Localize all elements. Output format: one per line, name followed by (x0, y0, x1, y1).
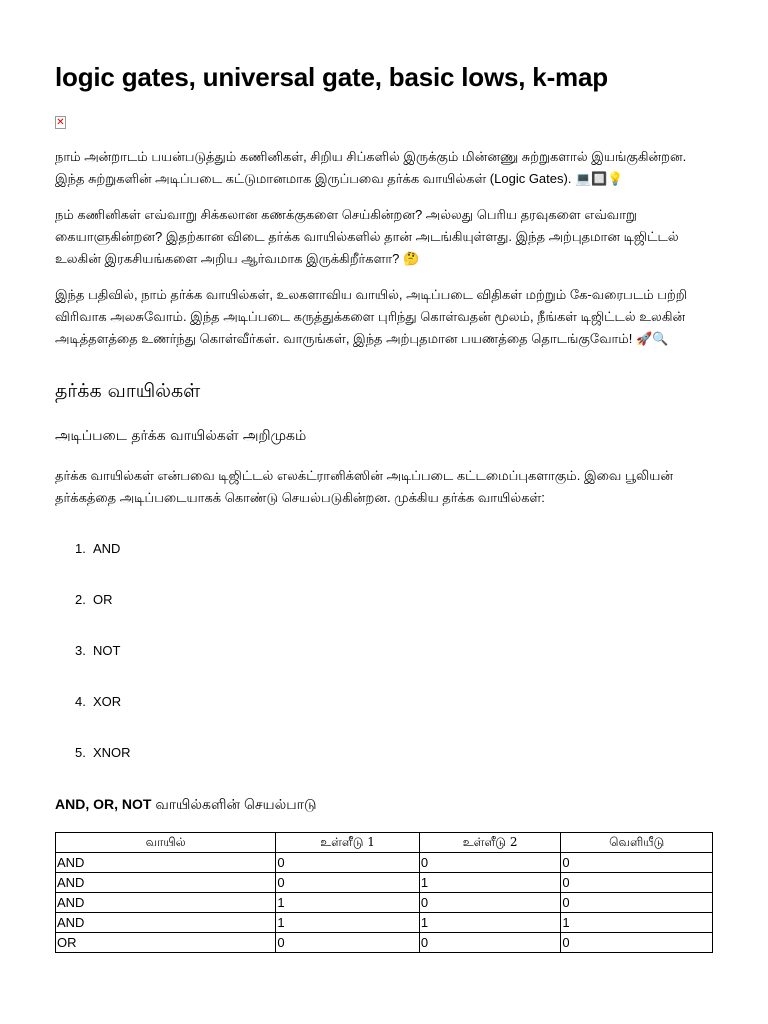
table-cell: AND (56, 853, 276, 873)
broken-image-icon: ✕ (56, 116, 65, 128)
intro-paragraph-3: இந்த பதிவில், நாம் தர்க்க வாயில்கள், உலகளாவிய வாயில், அடிப்படை விதிகள் மற்றும் கே-வரைபடம் பற்றி விரிவாக அலசுவோம். இந்த அடிப்படை கருத்துக்களை புரிந்து கொள்வதன் மூலம், நீங்கள் டிஜிட்டல் உலகின் அடித்தளத்தை உணர்ந்து கொள்வீர்கள். வாருங்கள், இந்த அற்புதமான பயணத்தை தொடங்குவோம்! 🚀🔍 (55, 287, 687, 346)
table-header-cell: உள்ளீடு 1 (276, 833, 420, 853)
list-number: 3. (75, 643, 86, 658)
table-cell: AND (56, 893, 276, 913)
gate-list (55, 538, 131, 793)
list-number: 2. (75, 592, 86, 607)
table-header-row (56, 833, 713, 853)
table-cell: 1 (276, 893, 420, 913)
table-cell: 0 (419, 893, 561, 913)
table-row (56, 853, 713, 873)
table-cell: AND (56, 873, 276, 893)
table-cell: OR (56, 933, 276, 953)
intro-paragraph-1: நாம் அன்றாடம் பயன்படுத்தும் கணினிகள், சிறிய சிப்களில் இருக்கும் மின்னணு சுற்றுகளால் இயங்குகின்றன. இந்த சுற்றுகளின் அடிப்படை கட்டுமானமாக இருப்பவை தர்க்க வாயில்கள் (Logic Gates). 💻🔲💡 (55, 149, 687, 186)
list-item (55, 742, 131, 793)
table-cell: 1 (561, 913, 713, 933)
table-heading-rest: வாயில்களின் செயல்பாடு (151, 796, 317, 812)
table-cell: 0 (561, 933, 713, 953)
list-label: XNOR (93, 745, 131, 760)
table-heading-bold: AND, OR, NOT (55, 796, 152, 812)
subsection-paragraph: தர்க்க வாயில்கள் என்பவை டிஜிட்டல் எலக்ட்ரானிக்ஸின் அடிப்படை கட்டமைப்புகளாகும். இவை பூலியன் தர்க்கத்தை அடிப்படையாகக் கொண்டு செயல்படுகின்றன. முக்கிய தர்க்க வாயில்கள்: (55, 468, 673, 505)
list-number: 1. (75, 541, 86, 556)
table-header-cell: வெளியீடு (561, 833, 713, 853)
list-label: NOT (93, 643, 121, 658)
gate-truth-table (55, 832, 713, 953)
section-heading: தர்க்க வாயில்கள் (55, 380, 201, 402)
table-row (56, 893, 713, 913)
intro-paragraph-2: நம் கணினிகள் எவ்வாறு சிக்கலான கணக்குகளை செய்கின்றன? அல்லது பெரிய தரவுகளை எவ்வாறு கையாளுகின்றன? இதற்கான விடை தர்க்க வாயில்களில் தான் அடங்கியுள்ளது. இந்த அற்புதமான டிஜிட்டல் உலகின் இரகசியங்களை அறிய ஆர்வமாக இருக்கிறீர்களா? 🤔 (55, 207, 679, 266)
list-label: AND (93, 541, 121, 556)
table-cell: 0 (276, 853, 420, 873)
table-cell: 1 (419, 873, 561, 893)
table-header-cell: வாயில் (56, 833, 276, 853)
list-item (55, 538, 131, 589)
list-number: 5. (75, 745, 86, 760)
page-title: logic gates, universal gate, basic lows, k-map (55, 62, 608, 92)
table-cell: 0 (561, 853, 713, 873)
table-cell: AND (56, 913, 276, 933)
list-item (55, 589, 131, 640)
table-row (56, 873, 713, 893)
list-number: 4. (75, 694, 86, 709)
table-cell: 0 (276, 873, 420, 893)
list-label: XOR (93, 694, 122, 709)
table-cell: 1 (419, 913, 561, 933)
table-cell: 0 (419, 853, 561, 873)
table-row (56, 913, 713, 933)
table-header-cell: உள்ளீடு 2 (419, 833, 561, 853)
list-label: OR (93, 592, 113, 607)
list-item (55, 640, 131, 691)
table-row (56, 933, 713, 953)
table-cell: 0 (561, 893, 713, 913)
list-item (55, 691, 131, 742)
subsection-heading: அடிப்படை தர்க்க வாயில்கள் அறிமுகம் (55, 428, 307, 444)
table-cell: 0 (561, 873, 713, 893)
table-heading (55, 796, 316, 815)
table-cell: 0 (419, 933, 561, 953)
table-cell: 0 (276, 933, 420, 953)
table-cell: 1 (276, 913, 420, 933)
